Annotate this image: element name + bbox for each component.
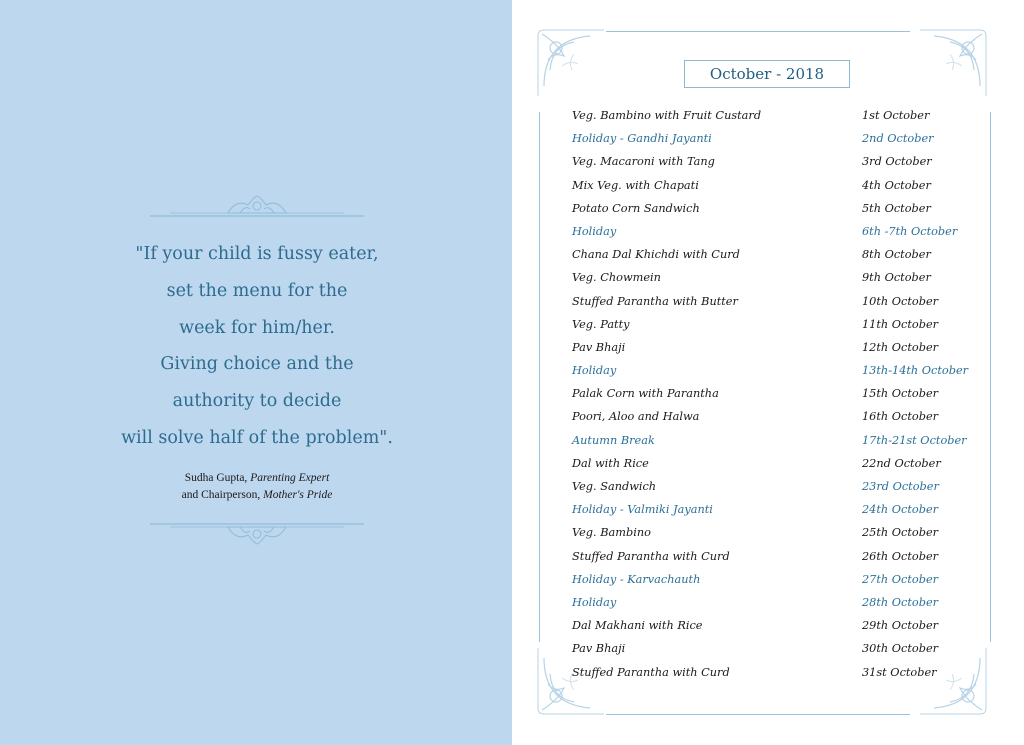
- dish-name: Veg. Chowmein: [572, 271, 661, 285]
- menu-row: [572, 452, 992, 475]
- dish-name: Dal Makhani with Rice: [572, 619, 703, 633]
- dish-name: Stuffed Parantha with Curd: [572, 665, 730, 679]
- menu-row: [572, 614, 992, 637]
- corner-ornament-icon: [918, 26, 990, 98]
- menu-date: 1st October: [862, 109, 930, 122]
- dish-name: Chana Dal Khichdi with Curd: [572, 248, 740, 262]
- corner-ornament-icon: [534, 26, 606, 98]
- menu-date: 31st October: [862, 665, 937, 679]
- menu-row: [572, 174, 992, 197]
- menu-date: 16th October: [862, 410, 939, 424]
- quote-line: will solve half of the problem".: [121, 427, 393, 448]
- menu-date: 9th October: [862, 271, 931, 285]
- month-title: October - 2018: [684, 60, 850, 88]
- menu-row: [572, 405, 992, 428]
- dish-name: Pav Bhaji: [572, 642, 626, 656]
- menu-date: 15th October: [862, 387, 939, 401]
- menu-date: 23rd October: [862, 480, 939, 493]
- quote-line: set the menu for the: [166, 280, 348, 301]
- menu-row: [572, 150, 992, 173]
- holiday-label: Holiday: [572, 224, 617, 238]
- menu-row: [572, 313, 992, 336]
- menu-row: [572, 127, 992, 150]
- frame-line: [606, 714, 910, 715]
- dish-name: Dal with Rice: [572, 456, 649, 470]
- menu-date: 5th October: [862, 201, 931, 215]
- menu-date: 4th October: [862, 178, 931, 192]
- parenting-quote: [100, 236, 414, 457]
- dish-name: Veg. Sandwich: [572, 480, 657, 493]
- dish-name: Pav Bhaji: [572, 340, 626, 354]
- author-role: Parenting Expert: [250, 472, 330, 484]
- holiday-label: Holiday: [572, 364, 617, 378]
- quote-line: "If your child is fussy eater,: [135, 244, 379, 264]
- bottom-divider-ornament-icon: [150, 521, 364, 545]
- menu-date: 8th October: [862, 248, 931, 262]
- author-name: Sudha Gupta,: [184, 472, 248, 484]
- menu-date: 11th October: [862, 317, 939, 331]
- menu-row: [572, 591, 992, 614]
- menu-date: 27th October: [862, 572, 939, 586]
- dish-name: Veg. Bambino: [572, 526, 651, 540]
- menu-date: 13th-14th October: [862, 364, 969, 378]
- menu-date: 22nd October: [862, 456, 941, 470]
- quote-line: authority to decide: [172, 391, 342, 412]
- menu-row: [572, 521, 992, 544]
- dish-name: Poori, Aloo and Halwa: [572, 410, 700, 424]
- menu-date: 29th October: [862, 619, 939, 633]
- menu-row: [572, 568, 992, 591]
- menu-date: 26th October: [862, 549, 939, 563]
- menu-row: [572, 197, 992, 220]
- menu-row: [572, 382, 992, 405]
- holiday-label: Holiday - Gandhi Jayanti: [572, 132, 712, 146]
- author-role-prefix: and Chairperson,: [181, 489, 261, 501]
- menu-date: 30th October: [862, 642, 939, 656]
- menu-row: [572, 637, 992, 660]
- menu-date: 17th-21st October: [862, 433, 967, 447]
- dish-name: Veg. Macaroni with Tang: [572, 155, 715, 169]
- frame-line: [606, 31, 910, 32]
- menu-row: [572, 104, 992, 127]
- dish-name: Veg. Patty: [572, 317, 630, 331]
- author-organization: Mother's Pride: [263, 489, 333, 501]
- menu-row: [572, 475, 992, 498]
- menu-row: [572, 243, 992, 266]
- menu-row: [572, 266, 992, 289]
- holiday-label: Holiday: [572, 595, 617, 609]
- monthly-menu-list: [572, 104, 992, 684]
- dish-name: Potato Corn Sandwich: [572, 201, 700, 215]
- quote-line: week for him/her.: [179, 317, 335, 338]
- menu-row: [572, 290, 992, 313]
- menu-date: 6th -7th October: [862, 224, 958, 238]
- menu-row: [572, 498, 992, 521]
- dish-name: Veg. Bambino with Fruit Custard: [572, 109, 762, 122]
- menu-date: 12th October: [862, 340, 939, 354]
- menu-date: 10th October: [862, 294, 939, 308]
- menu-row: [572, 359, 992, 382]
- dish-name: Stuffed Parantha with Butter: [572, 294, 738, 308]
- menu-date: 3rd October: [862, 155, 932, 169]
- menu-row: [572, 429, 992, 452]
- menu-row: [572, 545, 992, 568]
- top-divider-ornament-icon: [150, 195, 364, 219]
- quote-line: Giving choice and the: [160, 354, 354, 375]
- holiday-label: Autumn Break: [572, 433, 655, 447]
- dish-name: Stuffed Parantha with Curd: [572, 549, 730, 563]
- frame-line: [539, 112, 540, 642]
- dish-name: Palak Corn with Parantha: [572, 387, 719, 401]
- menu-row: [572, 220, 992, 243]
- dish-name: Mix Veg. with Chapati: [572, 178, 699, 192]
- menu-date: 28th October: [862, 595, 939, 609]
- holiday-label: Holiday - Karvachauth: [572, 572, 701, 586]
- holiday-label: Holiday - Valmiki Jayanti: [572, 503, 713, 517]
- menu-row: [572, 661, 992, 684]
- menu-row: [572, 336, 992, 359]
- menu-date: 2nd October: [862, 132, 934, 146]
- quote-attribution: [100, 470, 414, 504]
- menu-date: 24th October: [862, 503, 939, 517]
- menu-date: 25th October: [862, 526, 939, 540]
